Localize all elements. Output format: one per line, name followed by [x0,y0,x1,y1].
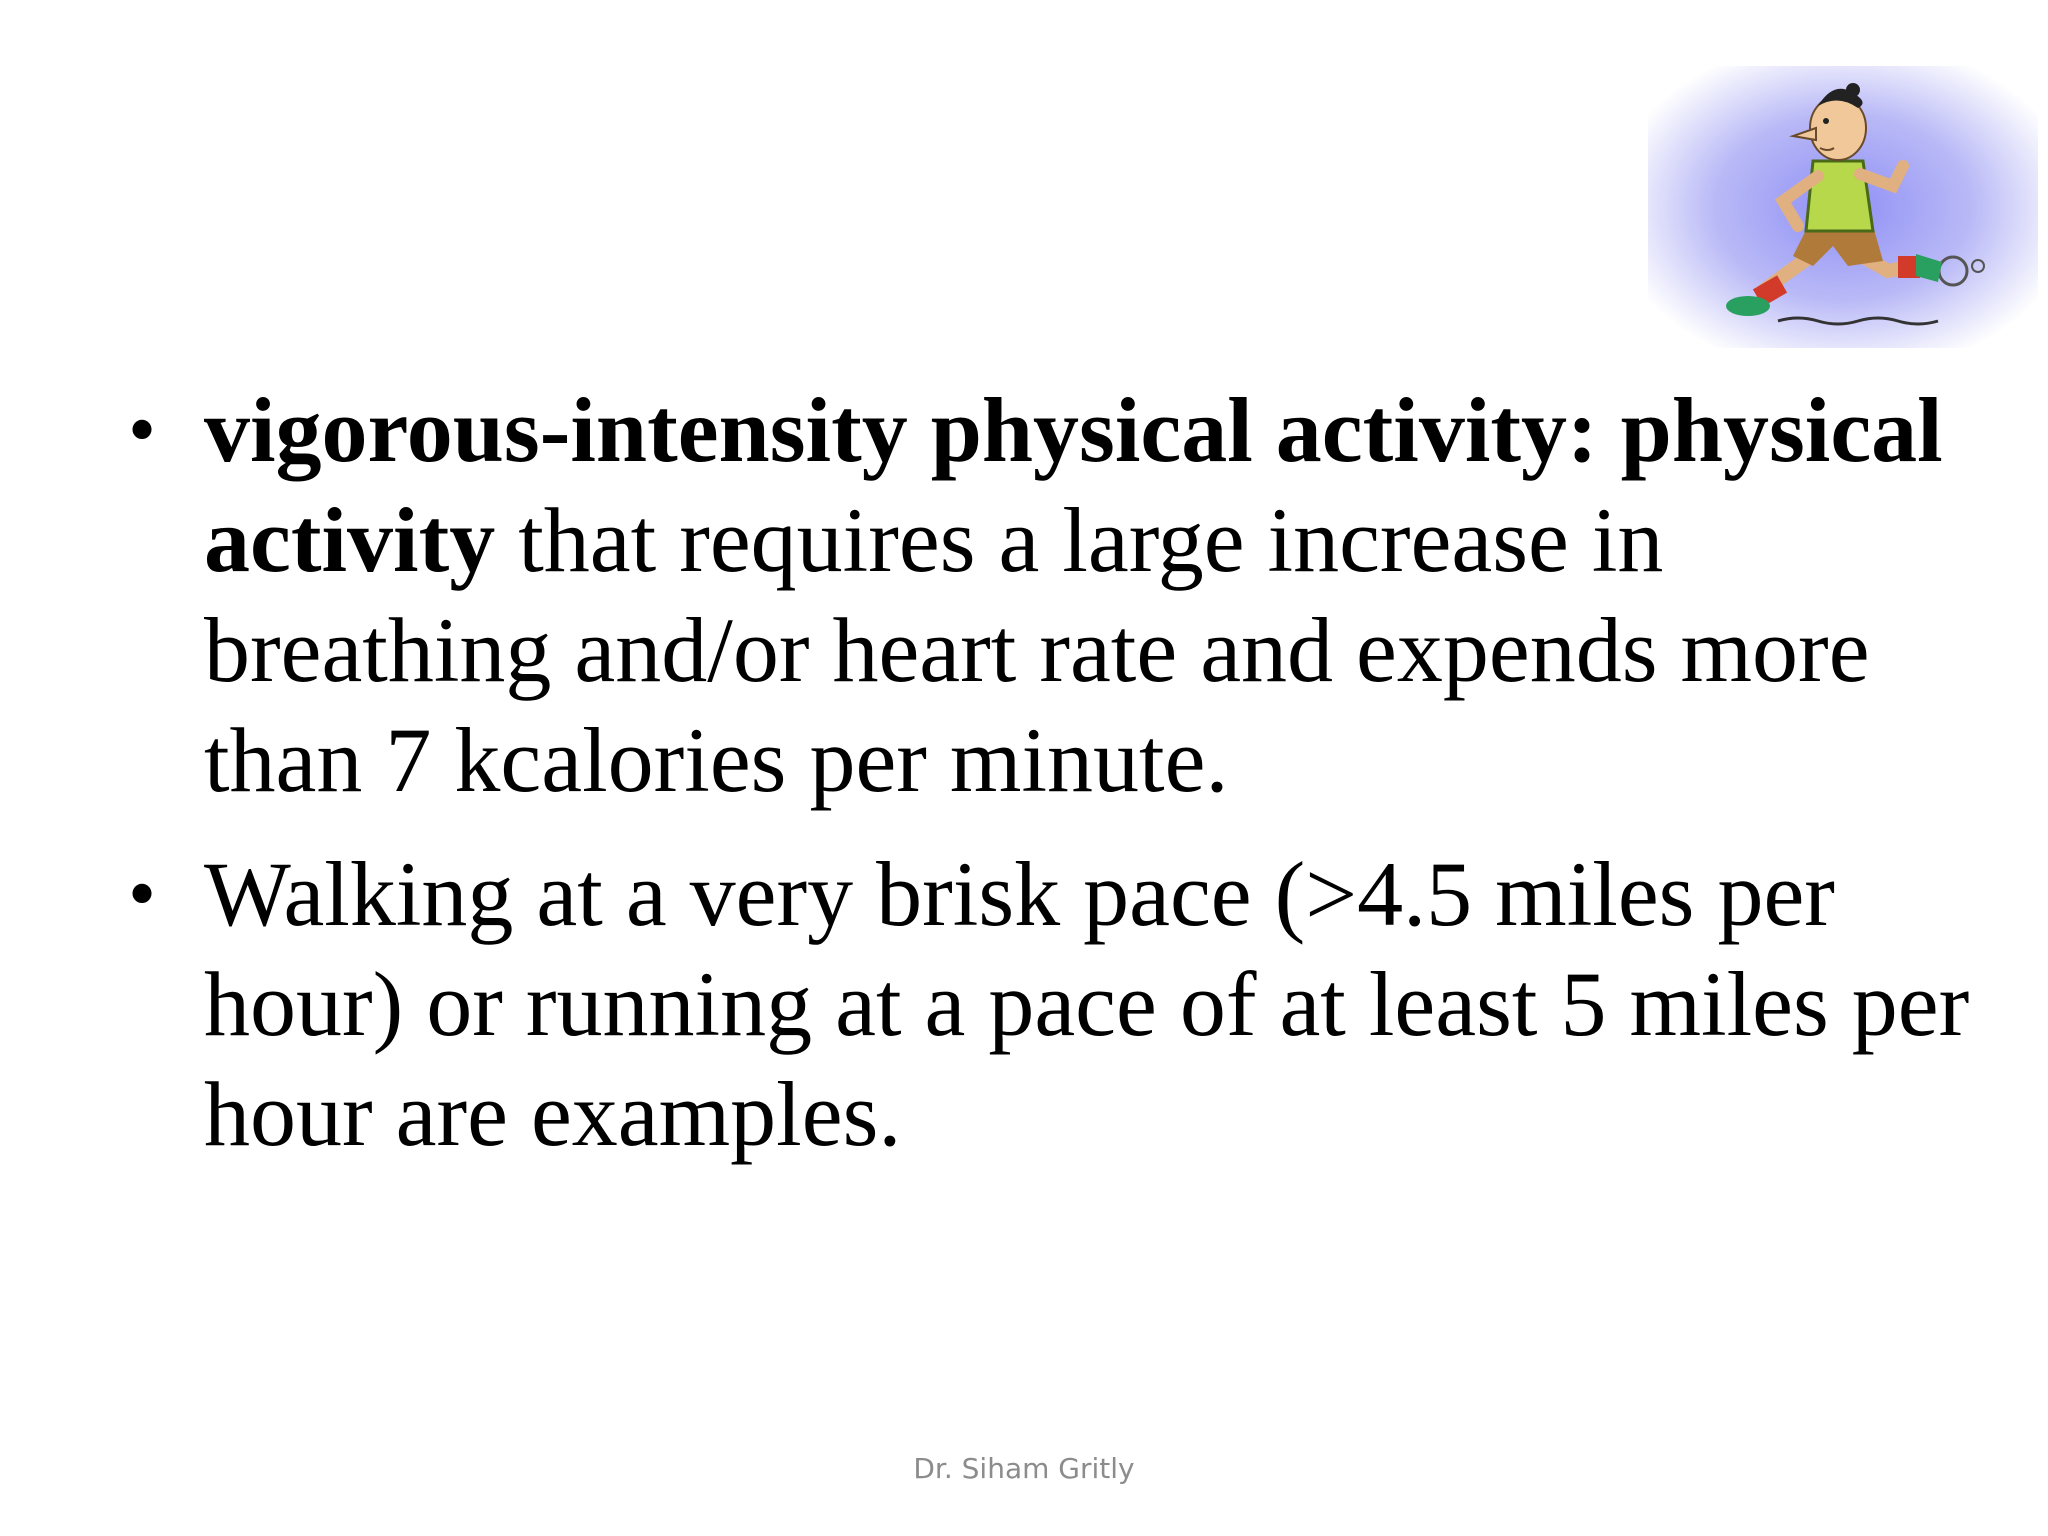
bullet-item [118,839,1998,1169]
footer-author: Dr. Siham Gritly [913,1452,1135,1485]
running-man-icon [1648,66,2038,348]
bullet-text: that requires a large increase in breathing and/or heart rate and expends more than 7 kcalories per minute. [204,489,1870,811]
bullet-list [118,375,1998,1193]
bullet-glyph: • [128,850,157,938]
bullet-text: Walking at a very brisk pace (>4.5 miles per hour) or running at a pace of at least 5 miles per hour are examples. [204,843,1970,1165]
bullet-glyph: • [128,386,157,474]
bullet-item [118,375,1998,815]
bullet-term: vigorous-intensity physical activity: physical activity [204,379,1943,591]
